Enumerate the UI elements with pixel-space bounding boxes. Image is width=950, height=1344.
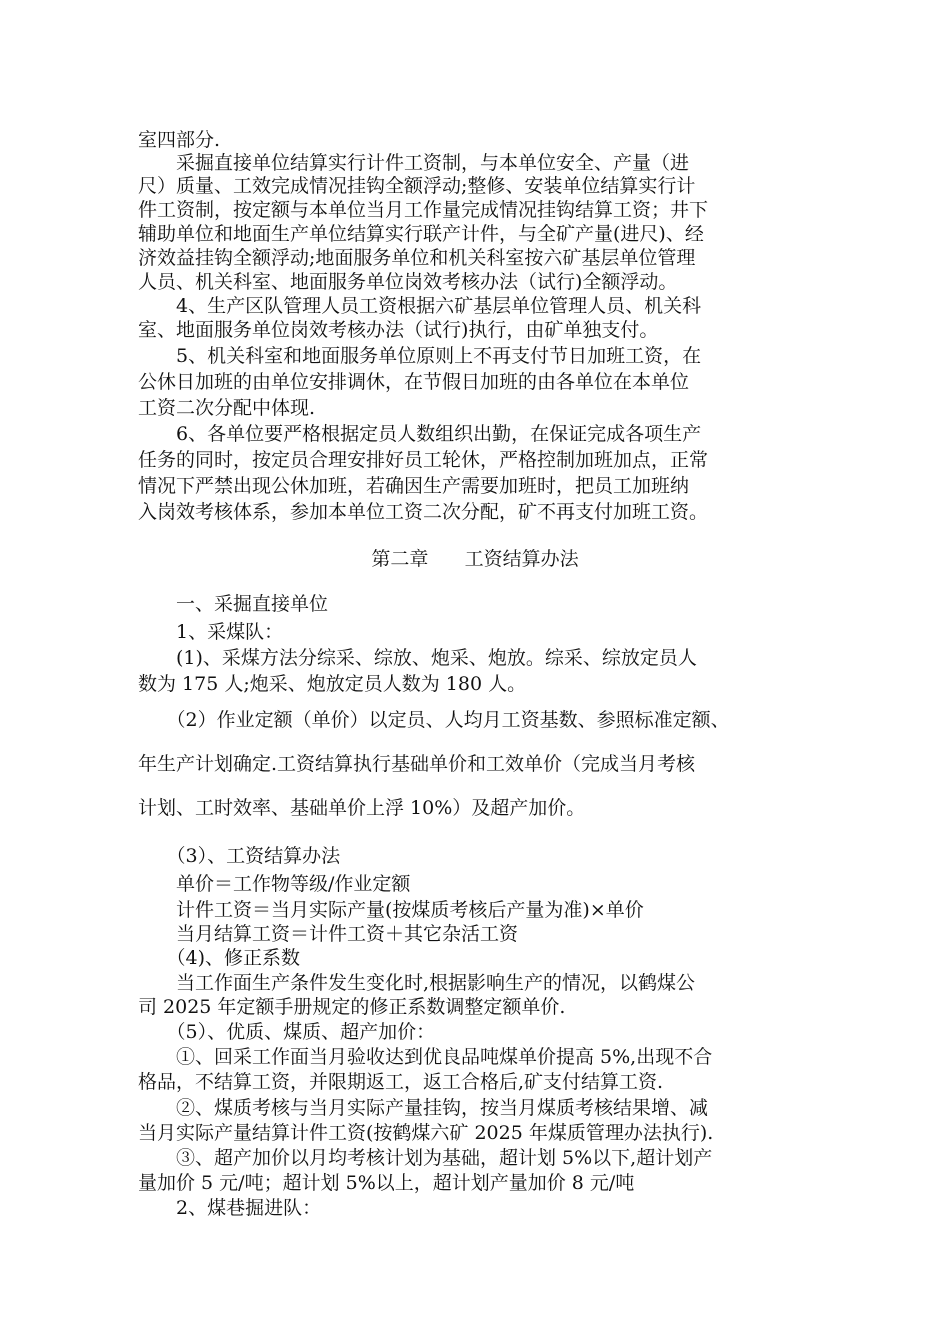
text-line: 人员、机关科室、地面服务单位岗效考核办法（试行)全额浮动。	[138, 271, 678, 293]
text-line: 济效益挂钩全额浮动;地面服务单位和机关科室按六矿基层单位管理	[138, 247, 696, 269]
text-line: 司 2025 年定额手册规定的修正系数调整定额单价.	[138, 996, 566, 1018]
text-line: 当月结算工资＝计件工资＋其它杂活工资	[138, 923, 519, 945]
text-line: 5、机关科室和地面服务单位原则上不再支付节日加班工资，在	[138, 345, 702, 367]
text-line: 1、采煤队：	[138, 621, 284, 643]
text-line: ②、煤质考核与当月实际产量挂钩，按当月煤质考核结果增、减	[138, 1097, 709, 1119]
text-line: 6、各单位要严格根据定员人数组织出勤，在保证完成各项生产	[138, 423, 702, 445]
text-line: ③、超产加价以月均考核计划为基础，超计划 5%以下,超计划产	[138, 1147, 713, 1169]
text-line: 入岗效考核体系，参加本单位工资二次分配，矿不再支付加班工资。	[138, 501, 709, 523]
text-line: 件工资制，按定额与本单位当月工作量完成情况挂钩结算工资；井下	[138, 199, 709, 221]
text-line: 室、地面服务单位岗效考核办法（试行)执行，由矿单独支付。	[138, 319, 659, 341]
text-line: 年生产计划确定.工资结算执行基础单价和工效单价（完成当月考核	[138, 753, 696, 775]
text-line: (1)、采煤方法分综采、综放、炮采、炮放。综采、综放定员人	[138, 647, 697, 669]
text-line: 格品，不结算工资，并限期返工，返工合格后,矿支付结算工资.	[138, 1071, 664, 1093]
text-line: 当月实际产量结算计件工资(按鹤煤六矿 2025 年煤质管理办法执行).	[138, 1122, 714, 1144]
text-line: 公休日加班的由单位安排调休，在节假日加班的由各单位在本单位	[138, 371, 690, 393]
text-line: （3）、工资结算办法	[138, 845, 341, 867]
text-line: 计划、工时效率、基础单价上浮 10%）及超产加价。	[138, 797, 586, 819]
chapter-title: 第二章 工资结算办法	[371, 548, 579, 570]
text-line: 情况下严禁出现公休加班，若确因生产需要加班时，把员工加班纳	[138, 475, 690, 497]
text-line: 当工作面生产条件发生变化时,根据影响生产的情况，以鹤煤公	[138, 972, 696, 994]
text-line: 辅助单位和地面生产单位结算实行联产计件，与全矿产量(进尺)、经	[138, 223, 704, 245]
text-line: 计件工资＝当月实际产量(按煤质考核后产量为准)×单价	[138, 899, 644, 921]
text-line: ①、回采工作面当月验收达到优良品吨煤单价提高 5%,出现不合	[138, 1046, 713, 1068]
text-line: 采掘直接单位结算实行计件工资制，与本单位安全、产量（进	[138, 152, 690, 174]
text-line: 尺）质量、工效完成情况挂钩全额浮动;整修、安装单位结算实行计	[138, 175, 696, 197]
text-line: 单价＝工作物等级/作业定额	[138, 873, 411, 895]
text-line: 室四部分.	[138, 129, 221, 151]
text-line: 工资二次分配中体现.	[138, 397, 316, 419]
text-line: （5）、优质、煤质、超产加价：	[138, 1021, 436, 1043]
text-line: 2、煤巷掘进队：	[138, 1197, 322, 1219]
text-line: 数为 175 人;炮采、炮放定员人数为 180 人。	[138, 673, 527, 695]
text-line: 4、生产区队管理人员工资根据六矿基层单位管理人员、机关科	[138, 295, 702, 317]
text-line: （2）作业定额（单价）以定员、人均月工资基数、参照标准定额、	[138, 709, 730, 731]
text-line: 任务的同时，按定员合理安排好员工轮休，严格控制加班加点，正常	[138, 449, 709, 471]
text-line: （4)、修正系数	[138, 947, 301, 969]
text-line: 一、采掘直接单位	[138, 593, 329, 615]
text-line: 量加价 5 元/吨；超计划 5%以上，超计划产量加价 8 元/吨	[138, 1172, 635, 1194]
